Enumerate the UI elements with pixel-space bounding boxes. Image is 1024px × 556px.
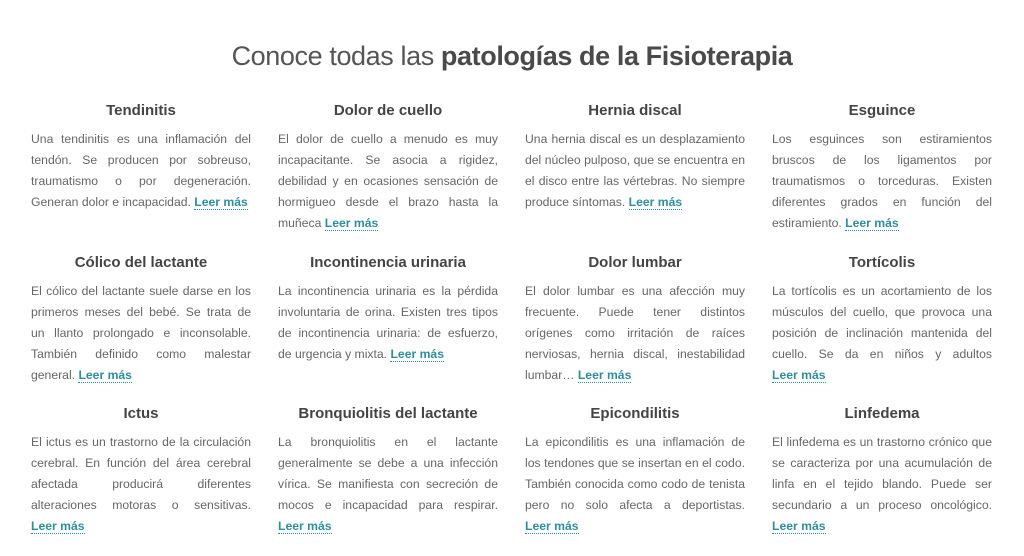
card-description xyxy=(31,281,251,386)
card-text: Los esguinces son estiramientos bruscos de los ligamentos por traumatismos o torceduras. Existen diferentes grados en función del estiramiento. xyxy=(772,132,992,230)
card-dolor-lumbar xyxy=(525,252,745,397)
card-ictus xyxy=(31,403,251,543)
card-title: Bronquiolitis del lactante xyxy=(298,405,478,422)
card-text: La tortícolis es un acortamiento de los músculos del cuello, que provoca una posición de inclinación mantenida del cuello. Se da en niños y adultos xyxy=(772,284,992,361)
card-description xyxy=(525,432,745,537)
card-linfedema xyxy=(772,403,992,543)
card-torticolis xyxy=(772,252,992,397)
read-more-link[interactable]: Leer más xyxy=(78,368,132,382)
card-dolor-de-cuello xyxy=(278,100,498,246)
card-text: La bronquiolitis en el lactante generalmente se debe a una infección vírica. Se manifiesta con secreción de mocos e incapacidad para respirar. xyxy=(278,435,498,512)
card-text: Una hernia discal es un desplazamiento del núcleo pulposo, que se encuentra en el disco entre las vértebras. No siempre produce síntomas. xyxy=(525,132,745,209)
page-title-bold: patologías de la Fisioterapia xyxy=(440,41,793,71)
card-title: Esguince xyxy=(848,102,916,119)
card-epicondilitis xyxy=(525,403,745,543)
card-text: El dolor de cuello a menudo es muy incapacitante. Se asocia a rigidez, debilidad y en ocasiones sensación de hormigueo desde el brazo hasta la muñeca xyxy=(278,132,498,230)
card-description xyxy=(278,281,498,365)
card-title: Hernia discal xyxy=(588,102,682,119)
card-description xyxy=(772,432,992,537)
card-title: Tortícolis xyxy=(848,254,916,271)
read-more-link[interactable]: Leer más xyxy=(772,368,826,382)
read-more-link[interactable]: Leer más xyxy=(31,519,85,533)
read-more-link[interactable]: Leer más xyxy=(577,368,632,382)
card-text: La incontinencia urinaria es la pérdida involuntaria de orina. Existen tres tipos de incontinencia urinaria: de esfuerzo, de urgencia y mixta. xyxy=(278,284,498,361)
card-colico-del-lactante xyxy=(31,252,251,397)
read-more-link[interactable]: Leer más xyxy=(390,347,444,361)
read-more-link[interactable]: Leer más xyxy=(525,519,579,533)
card-description xyxy=(31,432,251,537)
card-title: Epicondilitis xyxy=(590,405,680,422)
card-description xyxy=(31,129,251,213)
card-esguince xyxy=(772,100,992,246)
card-description xyxy=(278,129,498,234)
read-more-link[interactable]: Leer más xyxy=(194,195,248,209)
card-text: El cólico del lactante suele darse en los primeros meses del bebé. Se trata de un llanto prolongado e inconsolable. También definido como malestar general. xyxy=(31,284,251,382)
card-text: Una tendinitis es una inflamación del tendón. Se producen por sobreuso, traumatismo o por degeneración. Generan dolor e incapacidad. xyxy=(31,132,251,209)
card-description xyxy=(525,281,745,386)
card-description xyxy=(525,129,745,213)
card-bronquiolitis-del-lactante xyxy=(278,403,498,543)
card-text: La epicondilitis es una inflamación de los tendones que se insertan en el codo. También conocida como codo de tenista pero no solo afecta a deportistas. xyxy=(525,435,745,512)
read-more-link[interactable]: Leer más xyxy=(278,519,332,533)
card-title: Dolor lumbar xyxy=(588,254,682,271)
card-description xyxy=(772,281,992,386)
read-more-link[interactable]: Leer más xyxy=(772,519,826,533)
card-text: El linfedema es un trastorno crónico que se caracteriza por una acumulación de linfa en el tejido blando. Puede ser secundario a un proceso oncológico. xyxy=(772,435,992,512)
card-title: Dolor de cuello xyxy=(333,102,443,119)
card-title: Tendinitis xyxy=(106,102,176,119)
card-title: Ictus xyxy=(123,405,159,422)
card-incontinencia-urinaria xyxy=(278,252,498,397)
card-text: El ictus es un trastorno de la circulación cerebral. En función del área cerebral afectada producirá diferentes alteraciones motoras o sensitivas. xyxy=(31,435,251,512)
card-text: El dolor lumbar es una afección muy frecuente. Puede tener distintos orígenes como irritación de raíces nerviosas, hernia discal, inestabilidad lumbar… xyxy=(525,284,745,382)
read-more-link[interactable]: Leer más xyxy=(628,195,683,209)
card-title: Incontinencia urinaria xyxy=(310,254,466,271)
card-title: Linfedema xyxy=(844,405,920,422)
card-hernia-discal xyxy=(525,100,745,246)
card-description xyxy=(772,129,992,234)
read-more-link[interactable]: Leer más xyxy=(324,216,379,230)
pathology-grid xyxy=(31,100,995,543)
card-tendinitis xyxy=(31,100,251,246)
card-description xyxy=(278,432,498,537)
read-more-link[interactable]: Leer más xyxy=(845,216,899,230)
card-title: Cólico del lactante xyxy=(74,254,208,271)
page-title-regular: Conoce todas las xyxy=(231,41,434,71)
page-title xyxy=(0,38,1024,74)
